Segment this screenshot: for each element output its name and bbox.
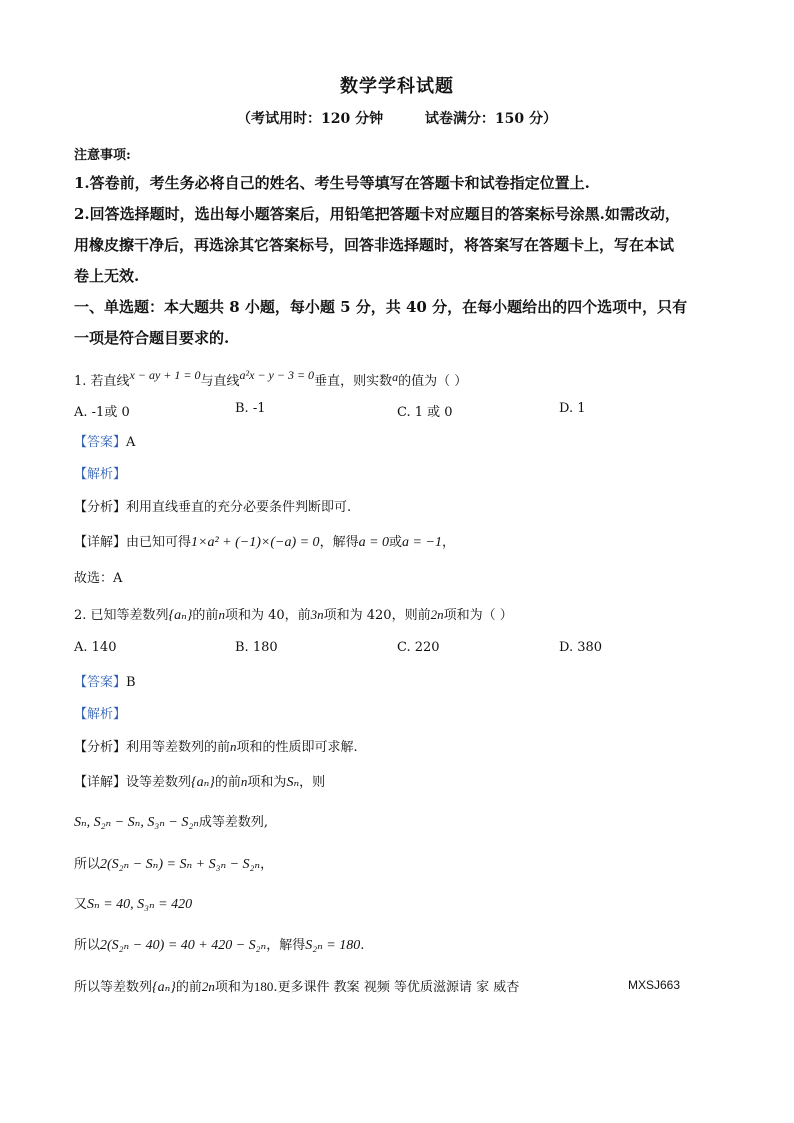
q2-fenxi: 【分析】利用等差数列的前n项和的性质即可求解. [74, 739, 358, 755]
q2-option-a: A. 140 [74, 640, 117, 655]
q1-option-b: B. -1 [235, 401, 266, 416]
page-title: 数学学科试题 [340, 76, 454, 97]
q1-conclusion: 故选：A [74, 571, 123, 586]
note-item-2-line-1: 2.回答选择题时，选出每小题答案后，用铅笔把答题卡对应题目的答案标号涂黑.如需改动， [74, 205, 680, 223]
exam-time: （考试用时：120 分钟 [237, 111, 384, 127]
section-heading-line-1: 一、单选题：本大题共 8 小题，每小题 5 分，共 40 分，在每小题给出的四个选项中，只有 [74, 298, 688, 316]
note-item-2-line-3: 卷上无效. [74, 267, 140, 285]
q2-option-c: C. 220 [397, 640, 440, 655]
q1-option-a: A. -1或 0 [74, 405, 130, 420]
q2-final: 所以等差数列{aₙ}的前2n项和为180.更多课件 教案 视频 等优质滋源请 家 威杏 [74, 979, 520, 995]
q2-step-4: 所以2(S₂ₙ − 40) = 40 + 420 − S₂ₙ，解得S₂ₙ = 180. [74, 938, 365, 953]
q1-xiangjie: 【详解】由已知可得1×a² + (−1)×(−a) = 0，解得a = 0或a = −1， [74, 535, 455, 550]
full-score: 试卷满分：150 分） [424, 111, 557, 127]
notes-heading: 注意事项: [74, 148, 131, 163]
q2-answer: 【答案】B [74, 675, 136, 690]
q2-xiangjie: 【详解】设等差数列{aₙ}的前n项和为Sₙ，则 [74, 774, 326, 790]
question-1: 1. 若直线$^{x - ay + 1 = 0}$与直线$^{a^2x - y - 3 = 0}$垂直，则实数$^a$的值为（ ） [74, 368, 468, 389]
section-heading-line-2: 一项是符合题目要求的. [74, 329, 230, 347]
note-item-2-line-2: 用橡皮擦干净后，再选涂其它答案标号，回答非选择题时，将答案写在答题卡上，写在本试 [74, 236, 675, 254]
note-item-1: 1.答卷前，考生务必将自己的姓名、考生号等填写在答题卡和试卷指定位置上. [74, 174, 590, 192]
q1-fenxi: 【分析】利用直线垂直的充分必要条件判断即可. [74, 500, 352, 515]
question-2: 2. 已知等差数列{aₙ}的前n项和为 40，前3n项和为 420，则前2n项和为（ ） [74, 607, 513, 623]
answer-tag: 【答案】 [74, 675, 127, 690]
exam-info [0, 108, 794, 128]
q2-analysis-tag: 【解析】 [74, 707, 127, 722]
q1-answer: 【答案】A [74, 435, 136, 450]
q2-step-1: Sₙ, S₂ₙ − Sₙ, S₃ₙ − S₂ₙ成等差数列, [74, 815, 269, 830]
q1-option-d: D. 1 [559, 401, 586, 416]
q2-step-2: 所以2(S₂ₙ − Sₙ) = Sₙ + S₃ₙ − S₂ₙ， [74, 857, 274, 872]
watermark-code: MXSJ663 [628, 978, 681, 992]
q2-option-b: B. 180 [235, 640, 278, 655]
answer-tag: 【答案】 [74, 435, 127, 450]
q2-step-3: 又Sₙ = 40, S₃ₙ = 420 [74, 897, 193, 912]
q1-analysis-tag: 【解析】 [74, 467, 127, 482]
q1-option-c: C. 1 或 0 [397, 405, 453, 420]
q2-option-d: D. 380 [559, 640, 603, 655]
